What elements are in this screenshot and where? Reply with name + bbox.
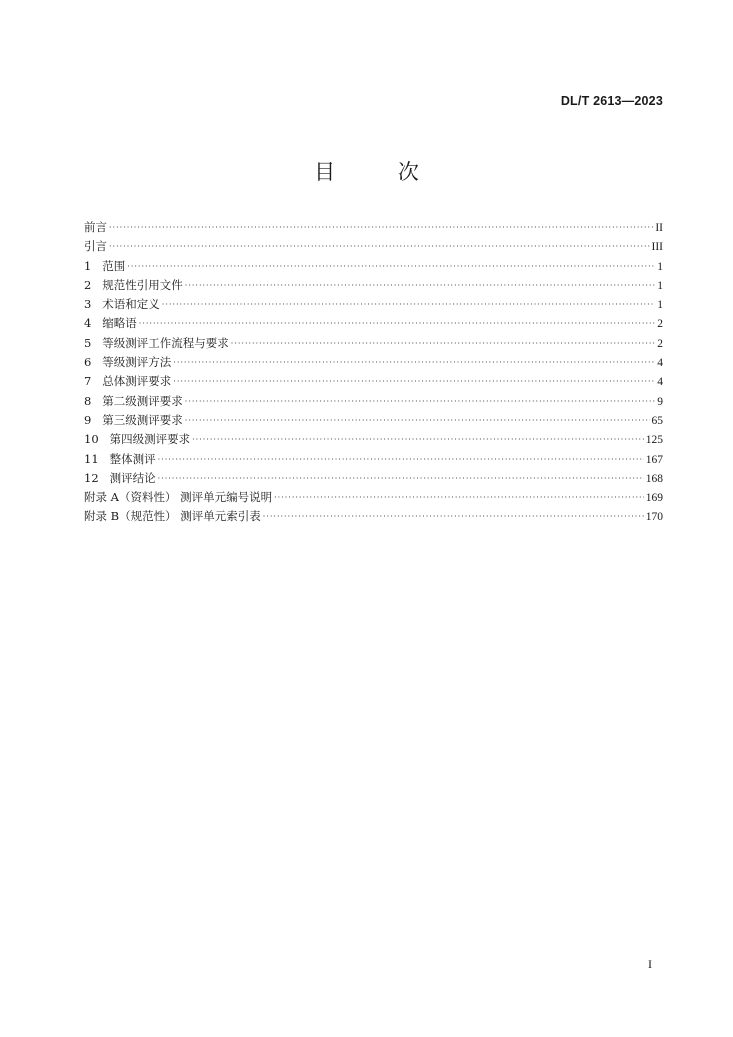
toc-dot-leader [109,237,650,256]
toc-entry-normative-references[interactable] [84,276,663,295]
toc-entry-annex-a[interactable] [84,488,663,507]
toc-entry-level-2[interactable] [84,392,663,411]
toc-entry-page: 125 [645,434,663,447]
toc-entry-conclusion[interactable] [84,469,663,488]
toc-entry-label: 等级测评工作流程与要求 [102,335,229,350]
toc-dot-leader [109,218,653,237]
toc-dot-leader [185,392,655,411]
toc-entry-label: 第四级测评要求 [109,432,191,447]
toc-dot-leader [173,353,655,372]
toc-entry-number: 10 [84,432,99,447]
toc-dot-leader [263,507,644,526]
toc-entry-page: 167 [645,453,663,466]
toc-entry-number: 3 [84,297,92,312]
toc-entry-scope[interactable] [84,257,663,276]
page-number: I [648,957,652,971]
toc-entry-label: 附录 A（资料性） 测评单元编号说明 [84,490,273,505]
toc-entry-label: 缩略语 [102,316,137,331]
toc-entry-page: 169 [645,492,663,505]
toc-entry-level-4[interactable] [84,430,663,449]
toc-entry-page: 9 [657,395,663,408]
toc-entry-label: 术语和定义 [102,297,160,312]
toc-entry-label: 测评结论 [109,470,156,485]
toc-dot-leader [139,314,655,333]
toc-entry-label: 等级测评方法 [102,355,172,370]
toc-entry-page: 1 [657,260,663,273]
toc-entry-introduction[interactable] [84,237,663,256]
toc-entry-page: II [655,222,663,234]
toc-dot-leader [127,257,655,276]
toc-entry-page: 65 [651,414,663,427]
toc-entry-page: 170 [645,511,663,524]
toc-entry-page: 4 [657,357,663,370]
toc-entry-number: 4 [84,316,92,331]
toc-entry-label: 附录 B（规范性） 测评单元索引表 [84,509,261,524]
toc-dot-leader [158,450,644,469]
toc-entry-foreword[interactable] [84,218,663,237]
toc-entry-workflow[interactable] [84,334,663,353]
toc-dot-leader [192,430,644,449]
toc-entry-number: 7 [84,374,92,389]
toc-entry-label: 总体测评要求 [102,374,172,389]
toc-entry-number: 8 [84,393,92,408]
toc-entry-methods[interactable] [84,353,663,372]
toc-entry-number: 5 [84,335,92,350]
standard-code: DL/T 2613—2023 [560,94,663,108]
toc-list [84,218,663,527]
toc-dot-leader [158,469,644,488]
toc-entry-label: 规范性引用文件 [102,277,183,292]
toc-entry-label: 范围 [102,258,126,273]
toc-entry-page: 2 [657,318,663,331]
toc-dot-leader [173,372,655,391]
toc-entry-terms-definitions[interactable] [84,295,663,314]
toc-title: 目 次 [314,160,447,184]
toc-entry-number: 12 [84,470,99,485]
toc-dot-leader [162,295,655,314]
toc-entry-label: 第二级测评要求 [102,393,183,408]
toc-entry-number: 1 [84,258,92,273]
toc-entry-label: 前言 [84,220,107,234]
toc-entry-page: 4 [657,376,663,389]
toc-entry-page: 2 [657,337,663,350]
toc-dot-leader [185,276,655,295]
toc-entry-page: 1 [657,299,663,312]
toc-dot-leader [185,411,650,430]
toc-dot-leader [274,488,644,507]
toc-entry-annex-b[interactable] [84,507,663,526]
toc-entry-page: III [651,241,663,254]
toc-entry-label: 引言 [84,239,107,254]
toc-entry-overall[interactable] [84,450,663,469]
toc-entry-page: 168 [645,472,663,485]
toc-entry-general-requirements[interactable] [84,372,663,391]
toc-entry-number: 11 [84,451,99,466]
toc-entry-number: 6 [84,355,92,370]
toc-entry-level-3[interactable] [84,411,663,430]
toc-entry-abbreviations[interactable] [84,314,663,333]
toc-dot-leader [231,334,655,353]
toc-entry-label: 第三级测评要求 [102,412,183,427]
toc-entry-page: 1 [657,279,663,292]
toc-entry-number: 2 [84,277,92,292]
toc-entry-number: 9 [84,412,92,427]
toc-entry-label: 整体测评 [109,451,156,466]
